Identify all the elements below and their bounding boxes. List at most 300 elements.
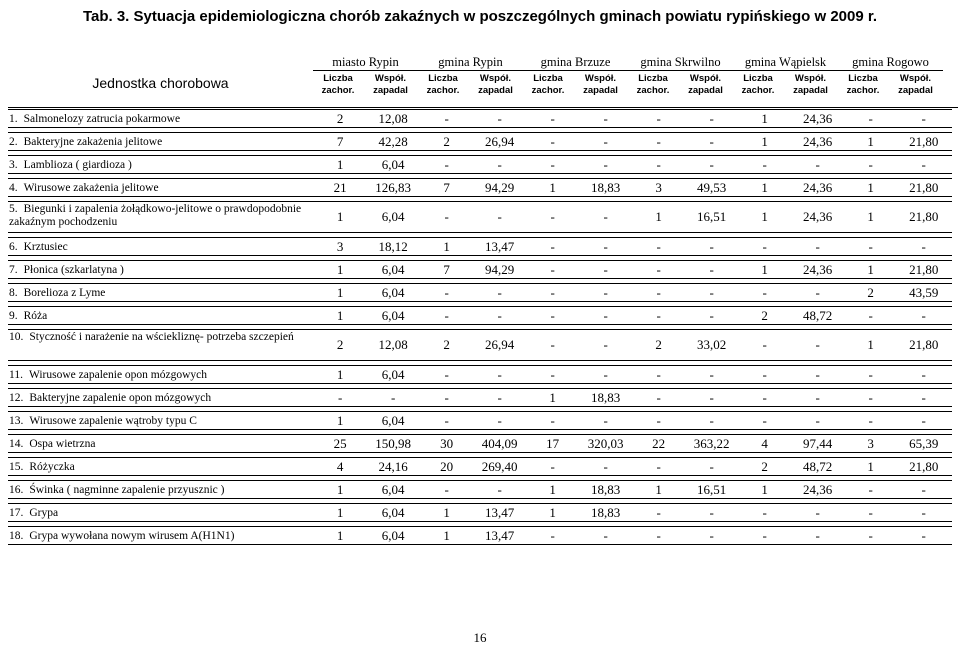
incidence-rate-cell: 24,36 [789, 261, 846, 279]
incidence-rate-cell: 269,40 [471, 458, 528, 476]
case-count-cell: - [740, 527, 789, 545]
incidence-rate-cell: 6,04 [364, 366, 422, 384]
case-count-cell: 1 [316, 527, 364, 545]
case-count-cell: - [634, 261, 683, 279]
incidence-rate-cell: 97,44 [789, 435, 846, 453]
incidence-rate-cell: 6,04 [364, 156, 422, 174]
row-number: 8. [9, 286, 18, 299]
disease-name: Wirusowe zapalenie opon mózgowych [28, 368, 208, 381]
case-count-cell: 3 [846, 435, 895, 453]
case-count-cell: 1 [422, 238, 471, 256]
incidence-rate-cell: 24,36 [789, 179, 846, 197]
case-count-cell: 2 [316, 330, 364, 361]
disease-name: Róża [23, 309, 48, 322]
incidence-rate-cell: 320,03 [577, 435, 634, 453]
row-number: 9. [9, 309, 18, 322]
case-count-cell: 1 [316, 284, 364, 302]
sub-header-rate: Współ. zapadal [793, 73, 828, 96]
case-count-cell: - [740, 238, 789, 256]
case-count-cell: 1 [846, 330, 895, 361]
sub-header-count: Liczba zachor. [321, 73, 355, 96]
case-count-cell: 2 [846, 284, 895, 302]
incidence-rate-cell: 94,29 [471, 261, 528, 279]
disease-name: Biegunki i zapalenia żołądkowo-jelitowe o prawdopodobnie zakaźnym pochodzeniu [9, 203, 302, 228]
row-number: 16. [9, 483, 24, 496]
sub-header-rate: Współ. zapadal [373, 73, 408, 96]
incidence-rate-cell: - [577, 202, 634, 233]
incidence-rate-cell: - [577, 458, 634, 476]
case-count-cell: - [740, 366, 789, 384]
case-count-cell: 1 [740, 261, 789, 279]
disease-name: Ospa wietrzna [29, 437, 96, 450]
case-count-cell: - [634, 412, 683, 430]
group-header-label: miasto Rypin [332, 55, 399, 69]
case-count-cell: 7 [422, 261, 471, 279]
case-count-cell: 1 [316, 307, 364, 325]
case-count-cell: - [528, 330, 577, 361]
case-count-cell: 1 [316, 481, 364, 499]
incidence-rate-cell: 16,51 [683, 481, 740, 499]
case-count-cell: 1 [740, 202, 789, 233]
table-row [8, 527, 952, 545]
row-number: 5. [9, 203, 18, 215]
case-count-cell: - [422, 110, 471, 128]
disease-cell [8, 110, 316, 128]
incidence-rate-cell: - [683, 238, 740, 256]
incidence-rate-cell: 24,16 [364, 458, 422, 476]
case-count-cell: 1 [846, 458, 895, 476]
case-count-cell: - [528, 366, 577, 384]
incidence-rate-cell: 21,80 [895, 133, 952, 151]
incidence-rate-cell: - [577, 527, 634, 545]
case-count-cell: 1 [846, 261, 895, 279]
incidence-rate-cell: - [895, 307, 952, 325]
incidence-rate-cell: 21,80 [895, 179, 952, 197]
case-count-cell: - [846, 527, 895, 545]
group-header-label: gmina Rypin [438, 55, 503, 69]
case-count-cell: 20 [422, 458, 471, 476]
incidence-rate-cell: - [683, 504, 740, 522]
case-count-cell: 1 [740, 133, 789, 151]
incidence-rate-cell: 18,83 [577, 389, 634, 407]
case-count-cell: - [740, 156, 789, 174]
case-count-cell: 1 [528, 481, 577, 499]
disease-name: Różyczka [29, 460, 75, 473]
case-count-cell: - [528, 412, 577, 430]
table-row [8, 261, 952, 279]
case-count-cell: - [634, 366, 683, 384]
case-count-cell: - [316, 389, 364, 407]
case-count-cell: 3 [634, 179, 683, 197]
incidence-rate-cell: - [577, 412, 634, 430]
case-count-cell: - [634, 307, 683, 325]
disease-name: Świnka ( nagminne zapalenie przyusznic ) [29, 483, 225, 496]
case-count-cell: - [422, 366, 471, 384]
case-count-cell: 4 [740, 435, 789, 453]
table-row [8, 330, 952, 361]
incidence-rate-cell: 16,51 [683, 202, 740, 233]
incidence-rate-cell: 21,80 [895, 261, 952, 279]
case-count-cell: 7 [316, 133, 364, 151]
disease-cell [8, 284, 316, 302]
case-count-cell: - [634, 156, 683, 174]
case-count-cell: 2 [740, 307, 789, 325]
disease-cell [8, 202, 316, 233]
incidence-rate-cell: 18,12 [364, 238, 422, 256]
case-count-cell: 4 [316, 458, 364, 476]
case-count-cell: 1 [740, 179, 789, 197]
case-count-cell: 1 [846, 179, 895, 197]
case-count-cell: 2 [316, 110, 364, 128]
incidence-rate-cell: - [471, 481, 528, 499]
table-row [8, 202, 952, 233]
incidence-rate-cell: - [683, 458, 740, 476]
table-row [8, 156, 952, 174]
incidence-rate-cell: 6,04 [364, 412, 422, 430]
incidence-rate-cell: 48,72 [789, 458, 846, 476]
case-count-cell: 2 [634, 330, 683, 361]
disease-cell [8, 504, 316, 522]
incidence-rate-cell: - [683, 527, 740, 545]
case-count-cell: 22 [634, 435, 683, 453]
sub-header-count: Liczba zachor. [846, 73, 880, 96]
case-count-cell: - [740, 330, 789, 361]
disease-name: Wirusowe zapalenie wątroby typu C [29, 414, 197, 427]
incidence-rate-cell: - [577, 307, 634, 325]
disease-cell [8, 307, 316, 325]
incidence-rate-cell: 24,36 [789, 481, 846, 499]
table-row [8, 458, 952, 476]
case-count-cell: - [528, 133, 577, 151]
incidence-rate-cell: 65,39 [895, 435, 952, 453]
disease-name: Bakteryjne zapalenie opon mózgowych [29, 391, 212, 404]
incidence-rate-cell: - [683, 389, 740, 407]
disease-cell [8, 330, 316, 361]
case-count-cell: 1 [316, 504, 364, 522]
row-number: 2. [9, 135, 18, 148]
case-count-cell: 1 [634, 481, 683, 499]
incidence-rate-cell: - [789, 389, 846, 407]
incidence-rate-cell: 13,47 [471, 527, 528, 545]
case-count-cell: - [846, 307, 895, 325]
group-underline [523, 70, 628, 71]
case-count-cell: - [740, 504, 789, 522]
incidence-rate-cell: - [683, 307, 740, 325]
incidence-rate-cell: 24,36 [789, 133, 846, 151]
incidence-rate-cell: - [577, 110, 634, 128]
case-count-cell: - [634, 504, 683, 522]
group-underline [628, 70, 733, 71]
incidence-rate-cell: - [577, 238, 634, 256]
case-count-cell: - [528, 156, 577, 174]
column-groups [313, 55, 958, 113]
incidence-rate-cell: 49,53 [683, 179, 740, 197]
incidence-rate-cell: - [895, 238, 952, 256]
case-count-cell: 2 [740, 458, 789, 476]
case-count-cell: - [422, 412, 471, 430]
row-number: 4. [9, 181, 18, 194]
case-count-cell: - [740, 284, 789, 302]
row-number: 10. [9, 331, 24, 343]
disease-cell [8, 389, 316, 407]
incidence-rate-cell: - [577, 133, 634, 151]
case-count-cell: 1 [316, 261, 364, 279]
case-count-cell: 1 [422, 504, 471, 522]
disease-cell [8, 156, 316, 174]
incidence-rate-cell: - [364, 389, 422, 407]
row-number: 17. [9, 506, 24, 519]
incidence-rate-cell: 12,08 [364, 110, 422, 128]
incidence-rate-cell: - [789, 330, 846, 361]
sub-header-count: Liczba zachor. [531, 73, 565, 96]
group-header [418, 55, 523, 70]
table-row [8, 284, 952, 302]
incidence-rate-cell: - [895, 504, 952, 522]
incidence-rate-cell: 18,83 [577, 504, 634, 522]
incidence-rate-cell: 21,80 [895, 330, 952, 361]
sub-header-count: Liczba zachor. [636, 73, 670, 96]
incidence-rate-cell: - [683, 284, 740, 302]
case-count-cell: 7 [422, 179, 471, 197]
disease-name: Styczność i narażenie na wściekliznę- potrzeba szczepień [29, 331, 294, 343]
incidence-rate-cell: - [683, 366, 740, 384]
table-row [8, 412, 952, 430]
incidence-rate-cell: - [895, 481, 952, 499]
disease-cell [8, 412, 316, 430]
incidence-rate-cell: 24,36 [789, 202, 846, 233]
row-number: 15. [9, 460, 24, 473]
table-title: Tab. 3. Sytuacja epidemiologiczna chorób zakaźnych w poszczególnych gminach powiatu rypińskiego w 2009 r. [82, 8, 878, 25]
incidence-rate-cell: 126,83 [364, 179, 422, 197]
case-count-cell: 1 [846, 202, 895, 233]
case-count-cell: - [422, 389, 471, 407]
case-count-cell: 25 [316, 435, 364, 453]
table-row [8, 307, 952, 325]
case-count-cell: - [634, 389, 683, 407]
case-count-cell: - [422, 284, 471, 302]
incidence-rate-cell: - [895, 412, 952, 430]
incidence-rate-cell: - [895, 366, 952, 384]
case-count-cell: - [846, 238, 895, 256]
disease-cell [8, 261, 316, 279]
sub-header-rate: Współ. zapadal [688, 73, 723, 96]
table-row [8, 504, 952, 522]
incidence-rate-cell: 24,36 [789, 110, 846, 128]
incidence-rate-cell: - [789, 238, 846, 256]
case-count-cell: 1 [634, 202, 683, 233]
case-count-cell: - [528, 110, 577, 128]
case-count-cell: - [528, 307, 577, 325]
case-count-cell: 1 [740, 110, 789, 128]
incidence-rate-cell: - [577, 284, 634, 302]
case-count-cell: 1 [846, 133, 895, 151]
incidence-rate-cell: 18,83 [577, 179, 634, 197]
row-number: 18. [9, 529, 24, 542]
incidence-rate-cell: 6,04 [364, 202, 422, 233]
incidence-rate-cell: - [683, 412, 740, 430]
group-underline [313, 70, 418, 71]
group-header-label: gmina Wąpielsk [744, 55, 827, 69]
table-row [8, 110, 952, 128]
incidence-rate-cell: 6,04 [364, 284, 422, 302]
incidence-rate-cell: - [683, 110, 740, 128]
disease-name: Salmonelozy zatrucia pokarmowe [23, 112, 181, 125]
disease-name: Krztusiec [23, 240, 68, 253]
case-count-cell: - [528, 284, 577, 302]
case-count-cell: - [528, 458, 577, 476]
incidence-rate-cell: 13,47 [471, 504, 528, 522]
table-row [8, 179, 952, 197]
incidence-rate-cell: - [683, 156, 740, 174]
table-row [8, 133, 952, 151]
case-count-cell: 1 [316, 156, 364, 174]
case-count-cell: 2 [422, 133, 471, 151]
incidence-rate-cell: 94,29 [471, 179, 528, 197]
case-count-cell: 3 [316, 238, 364, 256]
row-number: 7. [9, 263, 18, 276]
case-count-cell: 1 [316, 366, 364, 384]
case-count-cell: 1 [316, 202, 364, 233]
incidence-rate-cell: - [789, 156, 846, 174]
group-underline [733, 70, 838, 71]
case-count-cell: 1 [528, 389, 577, 407]
case-count-cell: 1 [316, 412, 364, 430]
incidence-rate-cell: - [683, 133, 740, 151]
incidence-rate-cell: 26,94 [471, 133, 528, 151]
header-divider [8, 107, 958, 108]
disease-name: Bakteryjne zakażenia jelitowe [23, 135, 163, 148]
case-count-cell: - [634, 527, 683, 545]
disease-cell [8, 481, 316, 499]
disease-cell [8, 238, 316, 256]
incidence-rate-cell: 26,94 [471, 330, 528, 361]
incidence-rate-cell: 21,80 [895, 458, 952, 476]
disease-cell [8, 458, 316, 476]
incidence-rate-cell: 6,04 [364, 504, 422, 522]
case-count-cell: - [740, 389, 789, 407]
case-count-cell: - [528, 238, 577, 256]
case-count-cell: 1 [528, 504, 577, 522]
disease-name: Płonica (szkarlatyna ) [23, 263, 124, 276]
case-count-cell: - [846, 389, 895, 407]
group-header-label: gmina Skrwilno [640, 55, 721, 69]
row-number: 13. [9, 414, 24, 427]
case-count-cell: 30 [422, 435, 471, 453]
incidence-rate-cell: - [471, 202, 528, 233]
row-number: 12. [9, 391, 24, 404]
disease-cell [8, 133, 316, 151]
group-header-label: gmina Rogowo [852, 55, 929, 69]
table-row [8, 366, 952, 384]
case-count-cell: 17 [528, 435, 577, 453]
incidence-rate-cell: 363,22 [683, 435, 740, 453]
disease-cell [8, 527, 316, 545]
incidence-rate-cell: - [471, 284, 528, 302]
case-count-cell: - [846, 110, 895, 128]
unit-column-header: Jednostka chorobowa [92, 75, 229, 91]
sub-header-rate: Współ. zapadal [478, 73, 513, 96]
incidence-rate-cell: - [577, 366, 634, 384]
incidence-rate-cell: 21,80 [895, 202, 952, 233]
disease-name: Grypa [29, 506, 59, 519]
disease-name: Borelioza z Lyme [23, 286, 106, 299]
case-count-cell: 1 [528, 179, 577, 197]
incidence-rate-cell: - [789, 504, 846, 522]
group-header [523, 55, 628, 70]
incidence-rate-cell: - [789, 412, 846, 430]
case-count-cell: - [634, 458, 683, 476]
group-header [628, 55, 733, 70]
group-header [313, 55, 418, 70]
disease-cell [8, 179, 316, 197]
incidence-rate-cell: - [895, 527, 952, 545]
incidence-rate-cell: - [471, 307, 528, 325]
incidence-rate-cell: - [789, 527, 846, 545]
incidence-rate-cell: 43,59 [895, 284, 952, 302]
incidence-rate-cell: - [789, 366, 846, 384]
table-row [8, 389, 952, 407]
incidence-rate-cell: 6,04 [364, 527, 422, 545]
case-count-cell: 1 [422, 527, 471, 545]
sub-header-rate: Współ. zapadal [898, 73, 933, 96]
sub-header-rate: Współ. zapadal [583, 73, 618, 96]
case-count-cell: - [634, 284, 683, 302]
table-row [8, 238, 952, 256]
case-count-cell: - [846, 366, 895, 384]
incidence-rate-cell: 12,08 [364, 330, 422, 361]
group-underline [838, 70, 943, 71]
incidence-rate-cell: 404,09 [471, 435, 528, 453]
disease-name: Lamblioza ( giardioza ) [23, 158, 132, 171]
incidence-rate-cell: - [789, 284, 846, 302]
incidence-rate-cell: - [471, 156, 528, 174]
table-header [8, 55, 958, 113]
disease-cell [8, 366, 316, 384]
case-count-cell: - [634, 238, 683, 256]
case-count-cell: - [422, 481, 471, 499]
disease-cell [8, 435, 316, 453]
table-row [8, 481, 952, 499]
incidence-rate-cell: - [895, 110, 952, 128]
case-count-cell: - [846, 156, 895, 174]
case-count-cell: - [422, 156, 471, 174]
incidence-rate-cell: 18,83 [577, 481, 634, 499]
row-number: 6. [9, 240, 18, 253]
incidence-rate-cell: 33,02 [683, 330, 740, 361]
sub-header-count: Liczba zachor. [426, 73, 460, 96]
row-number: 3. [9, 158, 18, 171]
incidence-rate-cell: - [577, 330, 634, 361]
case-count-cell: - [634, 110, 683, 128]
sub-header-count: Liczba zachor. [741, 73, 775, 96]
page-number: 16 [473, 630, 487, 645]
incidence-rate-cell: - [895, 156, 952, 174]
group-header-label: gmina Brzuze [540, 55, 611, 69]
group-underline [418, 70, 523, 71]
incidence-rate-cell: - [471, 110, 528, 128]
incidence-rate-cell: 6,04 [364, 307, 422, 325]
case-count-cell: - [846, 481, 895, 499]
incidence-rate-cell: - [895, 389, 952, 407]
case-count-cell: - [528, 202, 577, 233]
row-number: 11. [9, 368, 23, 381]
incidence-rate-cell: 6,04 [364, 261, 422, 279]
incidence-rate-cell: 42,28 [364, 133, 422, 151]
case-count-cell: - [740, 412, 789, 430]
case-count-cell: - [528, 261, 577, 279]
case-count-cell: 1 [740, 481, 789, 499]
row-number: 1. [9, 112, 18, 125]
